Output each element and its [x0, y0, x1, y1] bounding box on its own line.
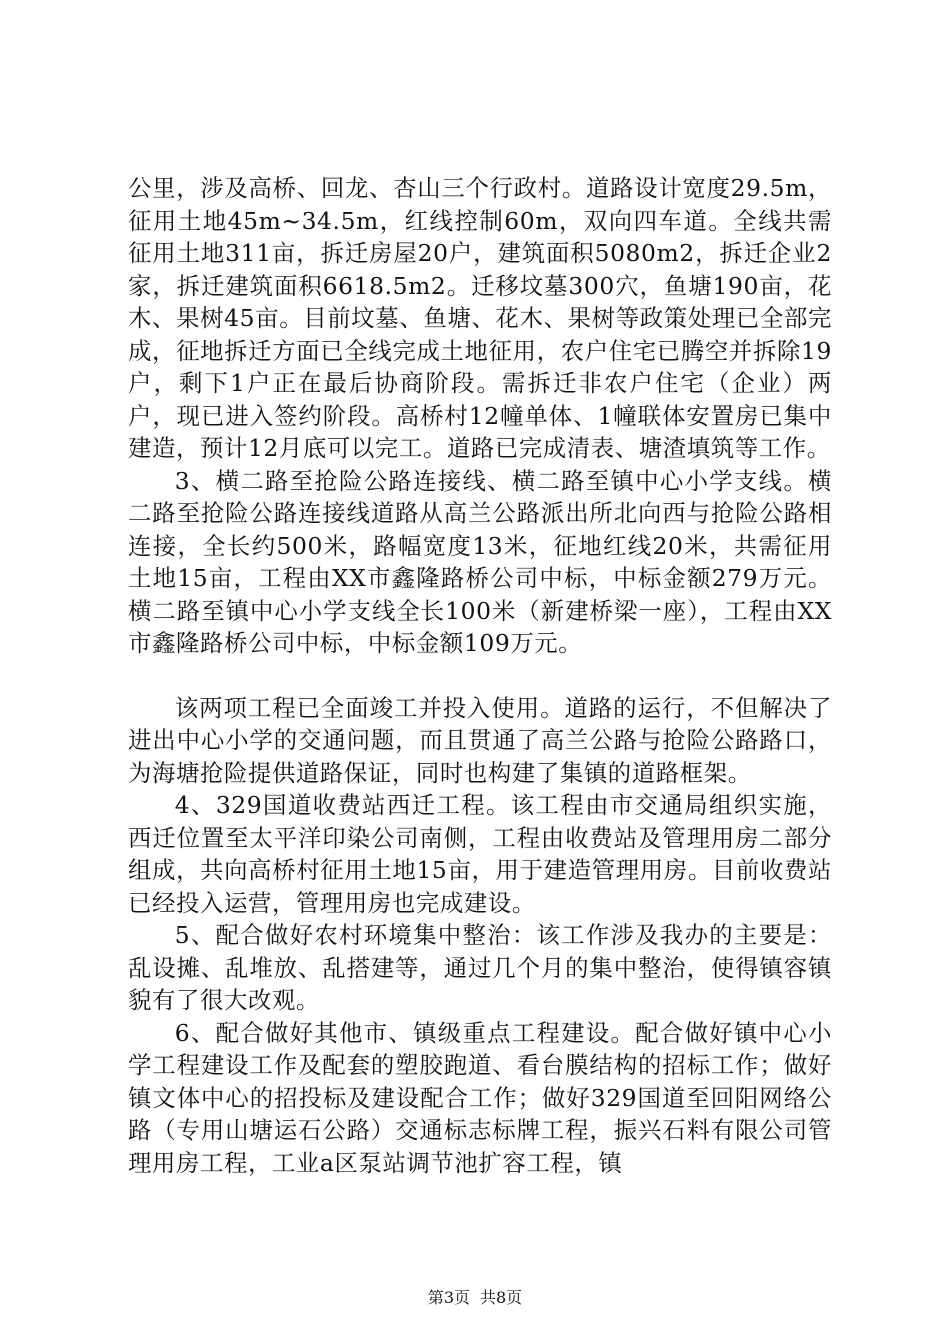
page-number: 第3页 — [427, 1288, 470, 1307]
paragraph-item-4: 4、329国道收费站西迁工程。该工程由市交通局组织实施，西迁位置至太平洋印染公司南侧，工程由收费站及管理用房二部分组成，共向高桥村征用土地15亩，用于建造管理用房。目前收费站已经投入运营，管理用房也完成建设。 — [128, 791, 832, 917]
paragraph-item-5: 5、配合做好农村环境集中整治：该工作涉及我办的主要是：乱设摊、乱堆放、乱搭建等，通过几个月的集中整治，使得镇容镇貌有了很大改观。 — [128, 921, 832, 1014]
paragraph-gap — [128, 660, 832, 692]
paragraph-item-6: 6、配合做好其他市、镇级重点工程建设。配合做好镇中心小学工程建设工作及配套的塑胶跑道、看台膜结构的招标工作；做好镇文体中心的招投标及建设配合工作；做好329国道至回阳网络公路（专用山塘运石公路）交通标志标牌工程，振兴石料有限公司管理用房工程，工业a区泵站调节池扩容工程，镇 — [128, 1018, 832, 1177]
paragraph-completion: 该两项工程已全面竣工并投入使用。道路的运行，不但解决了进出中心小学的交通问题，而且贯通了高兰公路与抢险公路路口，为海塘抢险提供道路保证，同时也构建了集镇的道路框架。 — [128, 693, 832, 787]
document-body — [128, 172, 832, 1179]
paragraph-item-3: 3、横二路至抢险公路连接线、横二路至镇中心小学支线。横二路至抢险公路连接线道路从高兰公路派出所北向西与抢险公路相连接，全长约500米，路幅宽度13米，征地红线20米，共需征用土地15亩，工程由XX市鑫隆路桥公司中标，中标金额279万元。横二路至镇中心小学支线全长100米（新建桥梁一座），工程由XX市鑫隆路桥公司中标，中标金额109万元。 — [128, 466, 832, 657]
page-footer — [0, 1287, 950, 1309]
paragraph-road-details: 公里，涉及高桥、回龙、杏山三个行政村。道路设计宽度29.5m，征用土地45m~34.5m，红线控制60m，双向四车道。全线共需征用土地311亩，拆迁房屋20户，建筑面积5080m2，拆迁企业2家，拆迁建筑面积6618.5m2。迁移坟墓300穴，鱼塘190亩，花木、果树45亩。目前坟墓、鱼塘、花木、果树等政策处理已全部完成，征地拆迁方面已全线完成土地征用，农户住宅已腾空并拆除19户，剩下1户正在最后协商阶段。需拆迁非农户住宅（企业）两户，现已进入签约阶段。高桥村12幢单体、1幢联体安置房已集中建造，预计12月底可以完工。道路已完成清表、塘渣填筑等工作。 — [128, 174, 832, 462]
page-total: 共8页 — [480, 1288, 523, 1307]
